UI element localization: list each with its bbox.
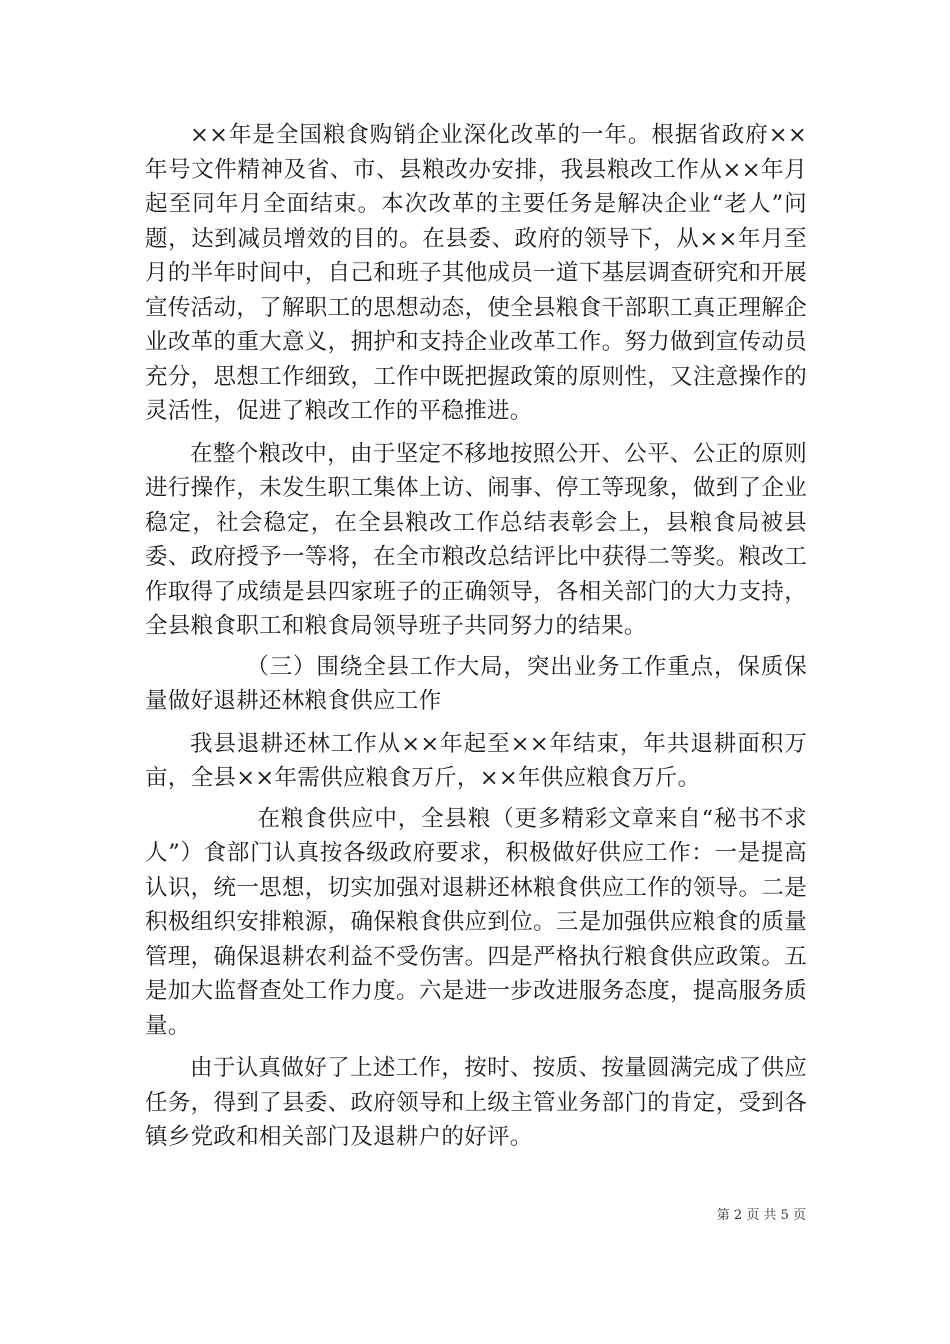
paragraph-grain-reform-intro: ××年是全国粮食购销企业深化改革的一年。根据省政府××年号文件精神及省、市、县粮改办安排，我县粮改工作从××年月起至同年月全面结束。本次改革的主要任务是解决企业“老人”问题，达到减员增效的目的。在县委、政府的领导下，从××年月至月的半年时间中，自己和班子其他成员一道下基层调查研究和开展宣传活动，了解职工的思想动态，使全县粮食干部职工真正理解企业改革的重大意义，拥护和支持企业改革工作。努力做到宣传动员充分，思想工作细致，工作中既把握政策的原则性，又注意操作的灵活性，促进了粮改工作的平稳推进。 [145, 122, 807, 424]
paragraph-grain-reform-results: 在整个粮改中，由于坚定不移地按照公开、公平、公正的原则进行操作，未发生职工集体上访、闹事、停工等现象，做到了企业稳定，社会稳定，在全县粮改工作总结表彰会上，县粮食局被县委、政府授予一等将，在全市粮改总结评比中获得二等奖。粮改工作取得了成绩是县四家班子的正确领导，各相关部门的大力支持，全县粮食职工和粮食局领导班子共同努力的结果。 [145, 440, 807, 639]
section-heading-three: （三）围绕全县工作大局，突出业务工作重点，保质保量做好退耕还林粮食供应工作 [145, 653, 807, 714]
page-number-footer: 第 2 页 共 5 页 [716, 1208, 806, 1223]
paragraph-grain-supply-measures: 在粮食供应中，全县粮（更多精彩文章来自“秘书不求人”）食部门认真按各级政府要求，积极做好供应工作：一是提高认识，统一思想，切实加强对退耕还林粮食供应工作的领导。二是积极组织安排粮源，确保粮食供应到位。三是加强供应粮食的质量管理，确保退耕农利益不受伤害。四是严格执行粮食供应政策。五是加大监督查处工作力度。六是进一步改进服务态度，提高服务质量。 [145, 805, 807, 1039]
paragraph-conclusion: 由于认真做好了上述工作，按时、按质、按量圆满完成了供应任务，得到了县委、政府领导和上级主管业务部门的肯定，受到各镇乡党政和相关部门及退耕户的好评。 [145, 1055, 807, 1150]
document-body [145, 118, 807, 1155]
paragraph-reforestation-stats: 我县退耕还林工作从××年起至××年结束，年共退耕面积万亩，全县××年需供应粮食万斤，××年供应粮食万斤。 [145, 730, 807, 791]
